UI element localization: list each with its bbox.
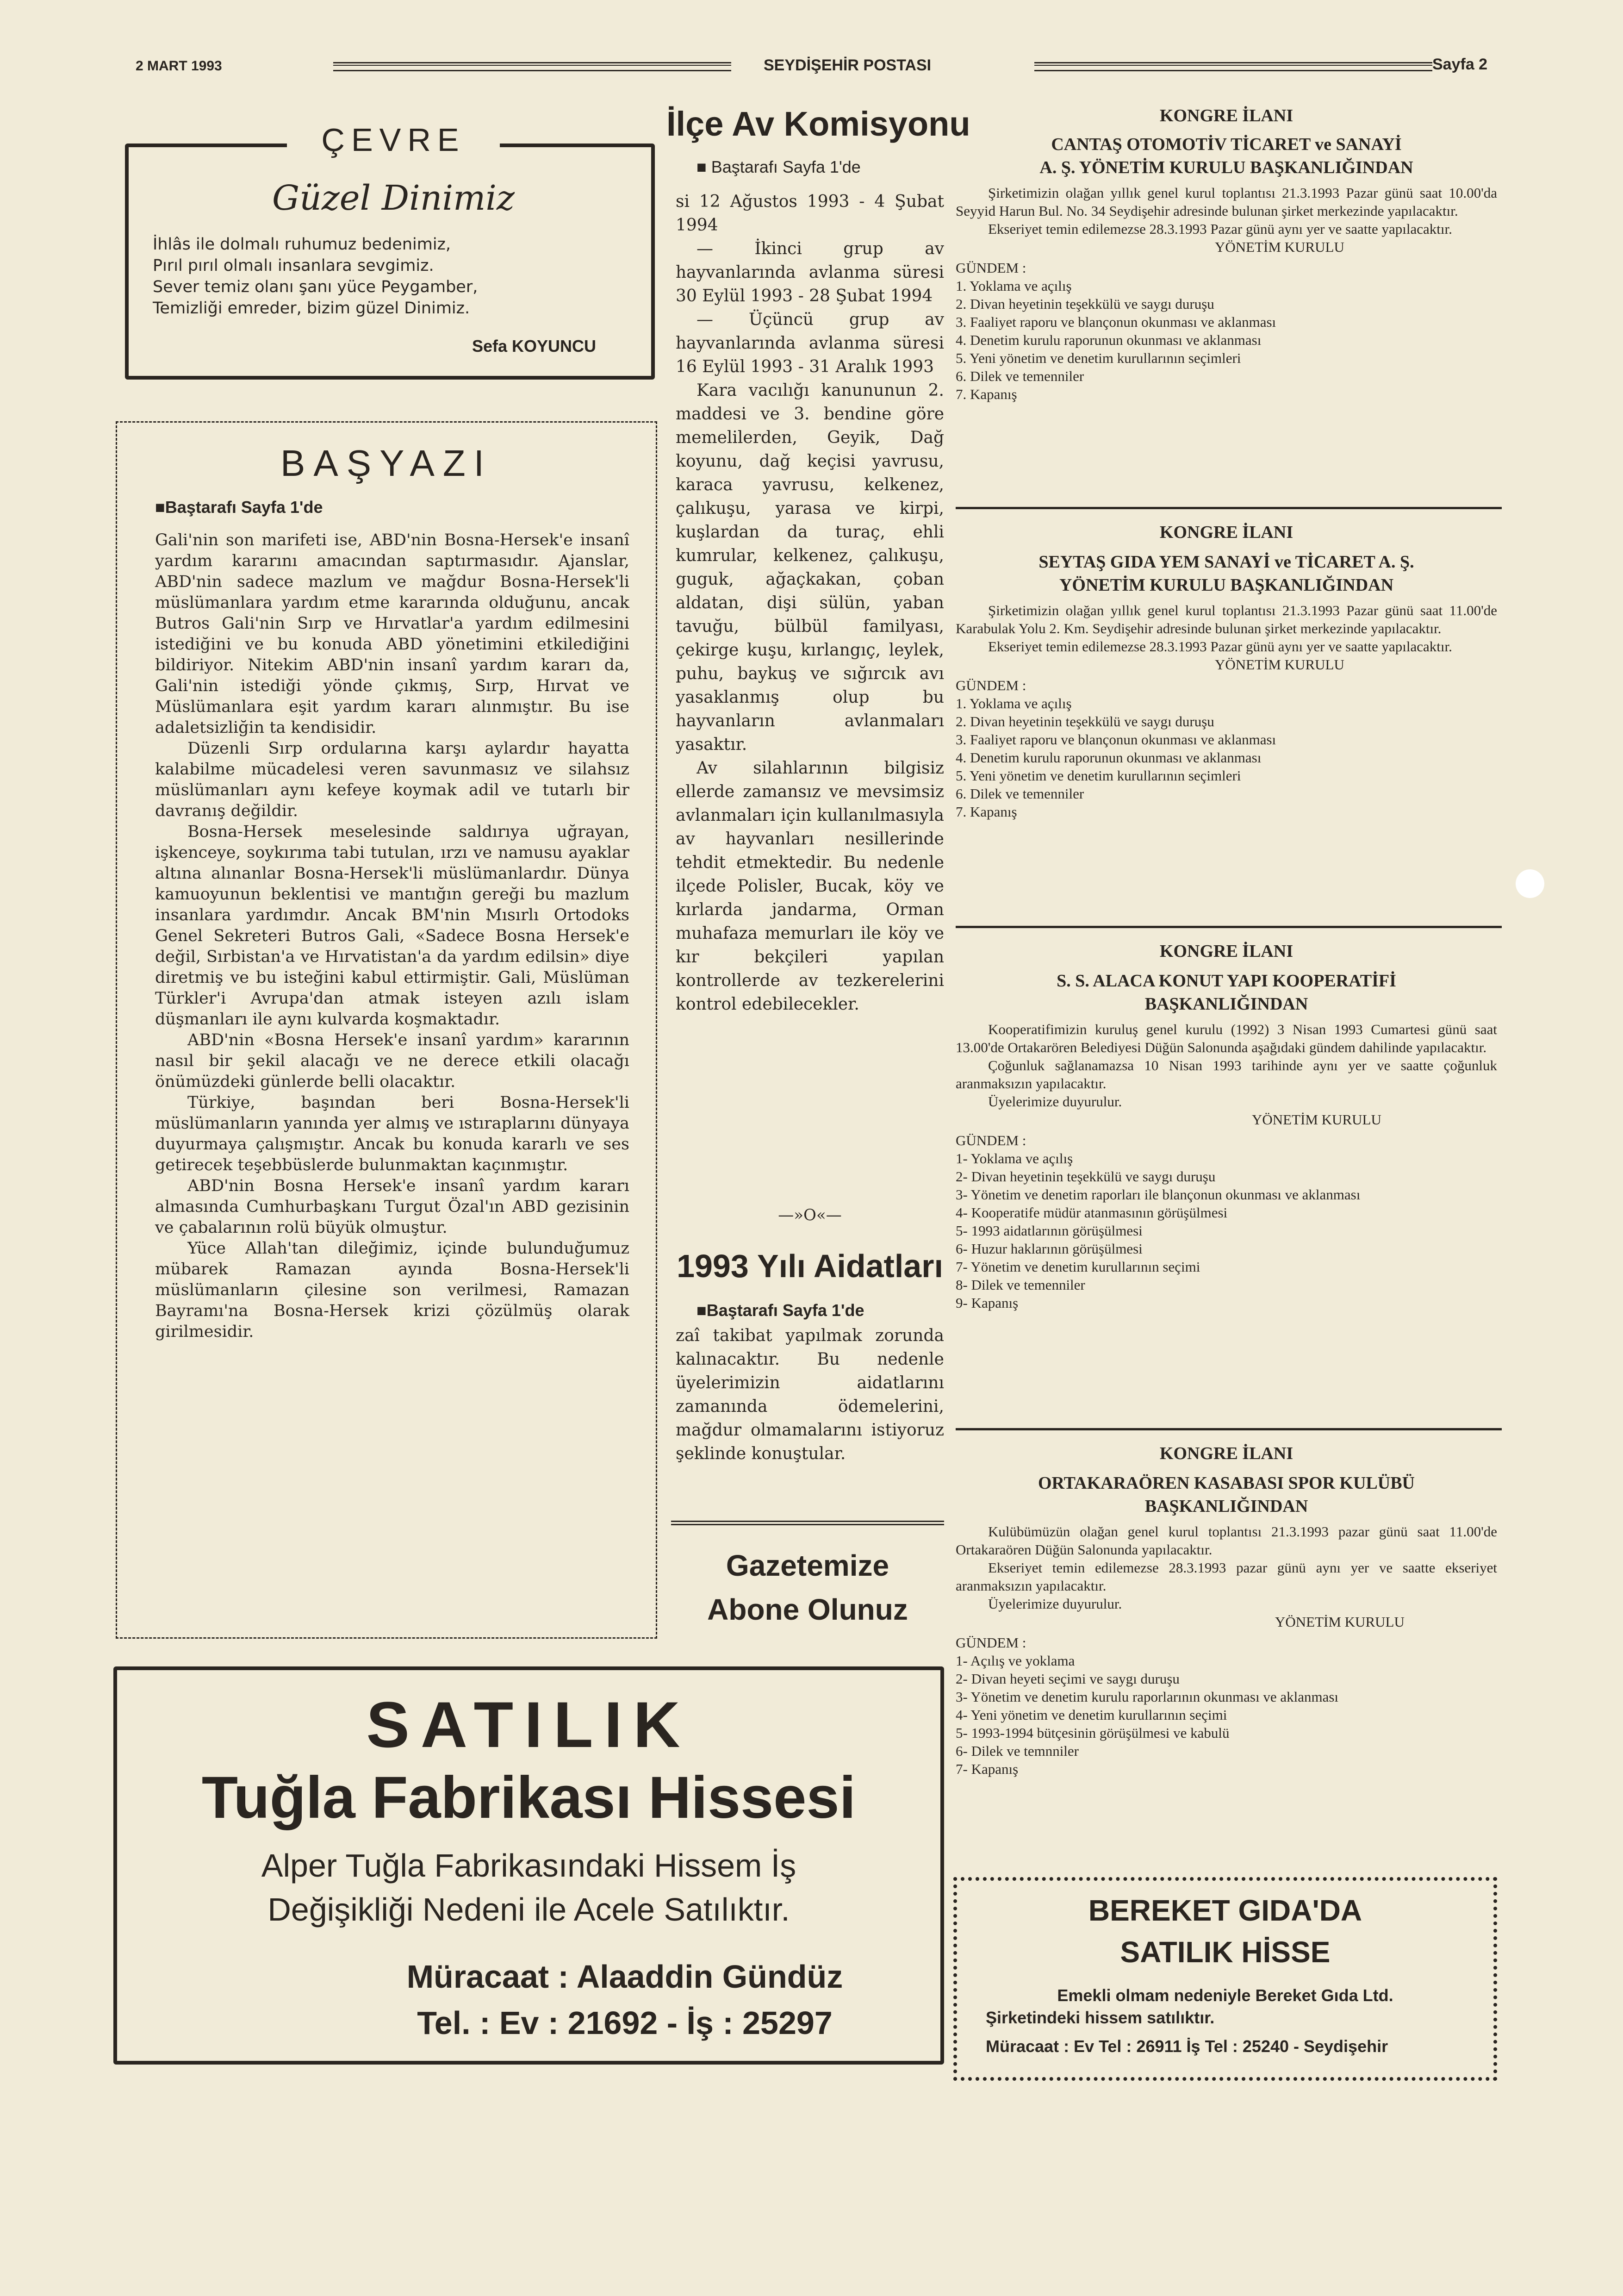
kongre-body: Ekseriyet temin edilemezse 28.3.1993 pazar günü aynı yer ve saatte ekseriyet aranmaksızın yapılacaktır. [956,1560,1497,1594]
kongre-body: Kooperatifimizin kuruluş genel kurulu (1992) 3 Nisan 1993 Cumartesi günü saat 13.00'de Ortakarören Belediyesi Düğün Salonunda aşağıdaki gündem dahilinde yapılacaktır. [956,1021,1497,1055]
kongre-agenda-item: 1- Açılış ve yoklama [956,1653,1075,1669]
kongre-org-line: CANTAŞ OTOMOTİV TİCARET ve SANAYİ [1051,135,1402,154]
kongre-2 [956,521,1497,821]
kongre-agenda-label: GÜNDEM : [956,1132,1026,1148]
kongre-agenda-item: 4. Denetim kurulu raporunun okunması ve aklanması [956,749,1262,766]
kongre-org-line: ORTAKARAÖREN KASABASI SPOR KULÜBÜ [1038,1473,1415,1493]
kongre-3 [956,940,1497,1312]
kongre-agenda-item: 2. Divan heyetinin teşekkülü ve saygı duruşu [956,296,1214,312]
kongre-divider [956,1428,1502,1430]
kongre-agenda-label: GÜNDEM : [956,677,1026,693]
kongre-agenda-item: 7. Kapanış [956,386,1017,402]
kongre-agenda-item: 7- Yönetim ve denetim kurullarının seçimi [956,1259,1200,1275]
aidatlar-body: zaî takibat yapılmak zorunda kalınacaktır. Bu nedenle üyelerimizin aidatlarını zamanında ödemelerini, mağdur olmamalarını istiyoruz şeklinde konuştular. [676,1326,944,1463]
bereket-body-1: Emekli olmam nedeniyle Bereket Gıda Ltd. [1057,1986,1393,2005]
av-komisyonu-body [676,190,944,1016]
av-paragraph: — Üçüncü grup av hayvanlarında avlanma süresi 16 Eylül 1993 - 31 Aralık 1993 [676,310,944,376]
kongre-org-line: BAŞKANLIĞINDAN [1144,1497,1308,1516]
kongre-body: Şirketimizin olağan yıllık genel kurul toplantısı 21.3.1993 Pazar günü saat 11.00'de Karabulak Yolu 2. Km. Seydişehir adresinde bulunan şirket merkezinde yapılacaktır. [956,602,1497,636]
basyazi-paragraph: Düzenli Sırp ordularına karşı aylardır hayatta kalabilme mücadelesi veren savunmasız ve silahsız müslümanları aynı kefeye koymak adil ve tutarlı bir davranış değildir. [155,739,629,820]
kongre-agenda-item: 6. Dilek ve temenniler [956,368,1084,384]
header-rule-right [1034,62,1432,71]
kongre-heading: KONGRE İLANI [1159,106,1293,125]
kongre-body: Ekseriyet temin edilemezse 28.3.1993 Pazar günü aynı yer ve saatte yapılacaktır. [988,221,1452,237]
av-komisyonu-title: İlçe Av Komisyonu [666,105,970,143]
aidatlar-title: 1993 Yılı Aidatları [677,1248,943,1284]
header-paper-name: SEYDİŞEHİR POSTASI [764,56,932,74]
kongre-signer: YÖNETİM KURULU [1215,239,1344,255]
kongre-agenda-item: 5- 1993-1994 bütçesinin görüşülmesi ve kabulü [956,1725,1230,1741]
kongre-agenda-label: GÜNDEM : [956,260,1026,276]
kongre-agenda-item: 5- 1993 aidatlarının görüşülmesi [956,1223,1143,1239]
kongre-agenda-item: 5. Yeni yönetim ve denetim kurullarının seçimleri [956,350,1241,366]
av-paragraph: Kara vacılığı kanununun 2. maddesi ve 3. bendine göre memelilerden, Geyik, Dağ koyunu, dağ keçisi yavrusu, karaca yavrusu, kelkenez, çalıkuşu, yarasa ve kirpi, kuşlardan da turaç, ehli kumrular, kelkenez, çalıkuşu, guguk, ağaçkakan, çoban aldatan, dişi sülün, yaban tavuğu, bülbül familyası, çekirge kuşu, kırlangıç, leylek, puhu, baykuş ve sığırcık avı yasaklanmış olup bu hayvanların avlanmaları yasaktır. [676,381,944,754]
kongre-org-line: BAŞKANLIĞINDAN [1144,994,1308,1014]
kongre-agenda-item: 3. Faaliyet raporu ve blançonun okunması ve aklanması [956,731,1276,748]
kongre-heading: KONGRE İLANI [1159,942,1293,961]
kongre-heading: KONGRE İLANI [1159,1444,1293,1463]
kongre-body: Üyelerimize duyurulur. [988,1596,1122,1612]
kongre-org-line: S. S. ALACA KONUT YAPI KOOPERATİFİ [1057,971,1396,991]
kongre-agenda-item: 2- Divan heyetinin teşekkülü ve saygı duruşu [956,1168,1216,1185]
kongre-agenda-item: 4- Kooperatife müdür atanmasının görüşülmesi [956,1204,1228,1221]
satilik-contact: Müracaat : Alaaddin Gündüz [406,1959,843,1995]
kongre-agenda-item: 4. Denetim kurulu raporunun okunması ve aklanması [956,332,1262,348]
kongre-agenda-item: 6. Dilek ve temenniler [956,786,1084,802]
abone-rule-top [671,1521,944,1525]
kongre-body: Kulübümüzün olağan genel kurul toplantısı 21.3.1993 pazar günü saat 11.00'de Ortakaraören Düğün Salonunda yapılacaktır. [956,1523,1497,1558]
basyazi-title: BAŞYAZI [280,443,492,484]
binder-hole [1516,869,1544,898]
cevre-label: ÇEVRE [287,121,500,158]
basyazi-paragraph: Türkiye, başından beri Bosna-Hersek'li müslümanların yanında yer almış ve ıstıraplarını dünyaya duyurmaya çalışmıştır. Ancak bu konuda kararlı ve ses getirecek teşebbüslerde bulunmaktan kaçınmıştır. [155,1093,629,1174]
kongre-signer: YÖNETİM KURULU [1252,1111,1381,1128]
satilik-title: SATILIK [366,1688,691,1761]
basyazi-paragraph: Yüce Allah'tan dileğimiz, içinde bulunduğumuz mübarek Ramazan ayında Bosna-Hersek'li müslümanların çilesine son verilmesi, Ramazan Bayramı'na Bosna-Hersek krizi çözülmüş olarak girilmesidir. [155,1239,629,1341]
satilik-phone: Tel. : Ev : 21692 - İş : 25297 [417,2005,833,2041]
kongre-agenda-item: 2. Divan heyetinin teşekkülü ve saygı duruşu [956,713,1214,730]
av-paragraph: — İkinci grup av hayvanlarında avlanma süresi 30 Eylül 1993 - 28 Şubat 1994 [676,239,944,306]
av-separator: —»O«— [778,1206,842,1224]
cevre-poem-line: Sever temiz olanı şanı yüce Peygamber, [153,278,478,296]
satilik-line-2: Değişikliği Nedeni ile Acele Satılıktır. [267,1891,790,1928]
cevre-author: Sefa KOYUNCU [472,337,597,356]
kongre-agenda-item: 5. Yeni yönetim ve denetim kurullarının seçimleri [956,767,1241,784]
basyazi-continued: ■Baştarafı Sayfa 1'de [155,498,323,517]
kongre-signer: YÖNETİM KURULU [1275,1614,1405,1630]
kongre-org-line: SEYTAŞ GIDA YEM SANAYİ ve TİCARET A. Ş. [1038,552,1414,572]
kongre-agenda-item: 3- Yönetim ve denetim raporları ile blançonun okunması ve aklanması [956,1186,1361,1203]
satilik-line-1: Alper Tuğla Fabrikasındaki Hissem İş [261,1847,796,1884]
abone-line-2: Abone Olunuz [707,1593,908,1626]
cevre-poem-line: Pırıl pırıl olmalı insanlara sevgimiz. [153,256,434,275]
av-paragraph: si 12 Ağustos 1993 - 4 Şubat 1994 [676,192,944,235]
kongre-body: Üyelerimize duyurulur. [988,1093,1122,1110]
kongre-agenda-item: 1. Yoklama ve açılış [956,695,1072,711]
header-rule-left [333,62,731,71]
bereket-line-1: BEREKET GIDA'DA [1088,1894,1362,1927]
kongre-body: Ekseriyet temin edilemezse 28.3.1993 Pazar günü aynı yer ve saatte yapılacaktır. [988,638,1452,655]
bereket-line-2: SATILIK HİSSE [1120,1935,1331,1969]
basyazi-paragraph: ABD'nin «Bosna Hersek'e insanî yardım» kararının nasıl bir şekil alacağı ve ne derece etkili olacağı önümüzdeki günlerde belli olacaktır. [155,1031,629,1091]
kongre-body: Şirketimizin olağan yıllık genel kurul toplantısı 21.3.1993 Pazar günü saat 10.00'da Seyyid Harun Bul. No. 34 Seydişehir adresinde bulunan şirket merkezinde yapılacaktır. [956,185,1497,219]
kongre-agenda-item: 6- Dilek ve temnniler [956,1743,1079,1759]
kongre-4 [956,1442,1497,1778]
kongre-agenda-item: 3- Yönetim ve denetim kurulu raporlarının okunması ve aklanması [956,1689,1339,1705]
kongre-agenda-item: 7. Kapanış [956,804,1017,820]
kongre-agenda-item: 6- Huzur haklarının görüşülmesi [956,1241,1143,1257]
kongre-org-line: YÖNETİM KURULU BAŞKANLIĞINDAN [1059,575,1394,595]
satilik-subtitle: Tuğla Fabrikası Hissesi [201,1765,856,1831]
av-komisyonu-continued: ■ Baştarafı Sayfa 1'de [696,157,861,176]
kongre-body: Çoğunluk sağlanamazsa 10 Nisan 1993 tarihinde aynı yer ve saatte çoğunluk aranmaksızın yapılacaktır. [956,1057,1497,1092]
header-date: 2 MART 1993 [136,58,222,74]
aidatlar-continued: ■Baştarafı Sayfa 1'de [696,1301,864,1320]
kongre-agenda-item: 3. Faaliyet raporu ve blançonun okunması ve aklanması [956,314,1276,330]
header-page-number: Sayfa 2 [1432,56,1488,73]
bereket-body-2: Şirketindeki hissem satılıktır. [986,2008,1215,2027]
kongre-agenda-item: 9- Kapanış [956,1295,1019,1311]
basyazi-paragraph: ABD'nin Bosna Hersek'e insanî yardım kararı almasında Cumhurbaşkanı Turgut Özal'ın ABD gezisinin ve çabalarının rolü büyük olmuştur. [155,1177,629,1237]
kongre-agenda-item: 2- Divan heyeti seçimi ve saygı duruşu [956,1671,1180,1687]
cevre-poem-line: İhlâs ile dolmalı ruhumuz bedenimiz, [153,235,451,254]
cevre-poem [153,234,643,319]
cevre-poem-line: Temizliği emreder, bizim güzel Dinimiz. [153,299,470,318]
kongre-agenda-item: 7- Kapanış [956,1761,1019,1777]
kongre-heading: KONGRE İLANI [1159,523,1293,542]
kongre-divider [956,926,1502,928]
av-paragraph: Av silahlarının bilgisiz ellerde zamansız ve mevsimsiz avlanmaları için kullanılmasıyla av hayvanları nesillerinde tehdit etmektedir. Bu nedenle ilçede Polisler, Bucak, köy ve kırlarda jandarma, Orman muhafaza memurları ile köy ve kır bekçileri yapılan kontrollerde av tezkerelerini kontrol edebilecekler. [676,759,944,1014]
kongre-agenda-item: 1. Yoklama ve açılış [956,278,1072,294]
kongre-1 [956,104,1497,403]
kongre-signer: YÖNETİM KURULU [1215,656,1344,673]
kongre-agenda-item: 8- Dilek ve temenniler [956,1277,1085,1293]
basyazi-body [155,530,629,1342]
bereket-contact: Müracaat : Ev Tel : 26911 İş Tel : 25240 - Seydişehir [986,2037,1388,2056]
kongre-agenda-item: 4- Yeni yönetim ve denetim kurullarının seçimi [956,1707,1227,1723]
kongre-org-line: A. Ş. YÖNETİM KURULU BAŞKANLIĞINDAN [1039,158,1413,177]
abone-line-1: Gazetemize [726,1549,889,1582]
basyazi-paragraph: Bosna-Hersek meselesinde saldırıya uğrayan, işkenceye, soykırıma tabi tutulan, ırzı ve namusu ayaklar altına alınanlar Bosna-Hersek'li müslümanlardır. Dünya kamuoyunun beklentisi ve mantığın gereği bu mazlum insanlara yardımdır. Ancak BM'nin Mısırlı Ortodoks Genel Sekreteri Butros Gali, «Sadece Bosna Hersek'e değil, Sırbistan'a ve Hırvatistan'a da yardım edilsin» diye diretmiş ve bu isteğini kabul ettirmiştir. Gali, Müslüman Türkler'i Avrupa'dan atmak isteyen azılı islam düşmanları ile aynı kulvarda koşmaktadır. [155,823,629,1029]
basyazi-paragraph: Gali'nin son marifeti ise, ABD'nin Bosna-Hersek'e insanî yardım kararını amacından saptırmasıdır. Ajanslar, ABD'nin sadece mazlum ve mağdur Bosna-Hersek'li müslümanlara yardım etme kararında olduğunu, ancak Butros Gali'nin Sırp ve Hırvatlar'a yardım edilmesini istediğini ve bu konuda ABD yönetimini etkilediğini bildiriyor. Nitekim ABD'nin insanî yardım kararı da, Gali'nin istediği yönde çıkmış, Sırp, Hırvat ve Müslümanlara eşit yardım kararı alınmıştır. Bu ise adaletsizliğin ta kendisidir. [155,531,629,737]
kongre-agenda-item: 1- Yoklama ve açılış [956,1150,1073,1167]
kongre-agenda-label: GÜNDEM : [956,1635,1026,1651]
cevre-title: Güzel Dinimiz [272,178,515,218]
kongre-divider [956,507,1502,509]
